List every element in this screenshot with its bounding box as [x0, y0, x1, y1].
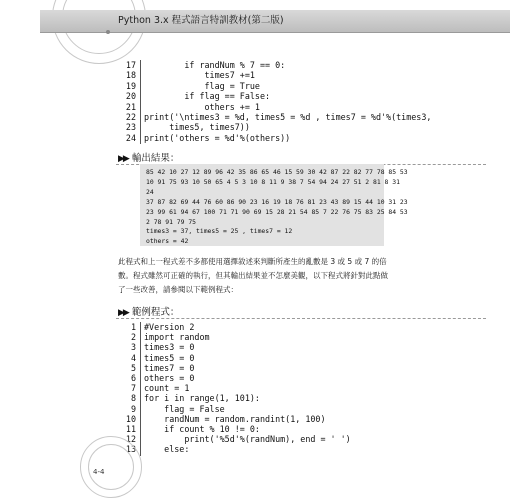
line-number: 12: [125, 434, 136, 445]
output-line: 37 87 82 69 44 76 60 86 90 23 16 19 18 76 81 23 43 89 15 44 10 31 23: [146, 197, 408, 206]
line-number: 22: [125, 112, 136, 122]
line-number: 23: [125, 122, 136, 133]
code-line: for i in range(1, 101):: [144, 393, 260, 404]
code-listing-continued: [120, 60, 480, 144]
paragraph-line: 了一些改善，請參閱以下範例程式：: [118, 285, 238, 294]
line-number: 17: [125, 60, 136, 70]
line-number: 11: [125, 424, 136, 434]
code-line: times7 = 0: [144, 362, 195, 373]
output-section-heading: [118, 150, 179, 164]
line-number: 13: [125, 444, 136, 455]
line-number: 8: [130, 393, 136, 404]
code-line: if flag == False:: [144, 91, 271, 102]
code-line: times5, times7)): [144, 122, 250, 133]
decorative-ring: [88, 444, 134, 490]
line-number: 19: [125, 80, 136, 91]
code-line: flag = False: [144, 403, 225, 414]
code-line: flag = True: [144, 80, 260, 91]
line-number: 24: [125, 132, 136, 143]
code-line: others = 0: [144, 373, 195, 383]
paragraph-line: 數。程式雖然可正確的執行，但其輸出結果並不怎麼美觀，以下程式將針對此點做: [118, 271, 388, 280]
code-line: else:: [144, 444, 190, 455]
output-section-title: 輸出結果：: [131, 153, 180, 164]
code-line: others += 1: [144, 101, 260, 112]
line-number: 3: [130, 342, 136, 353]
line-number: 2: [130, 332, 136, 343]
header-title: Python 3.x 程式語言特訓教材(第二版): [118, 15, 284, 26]
line-number: 4: [130, 352, 136, 363]
code-listing-version2: [120, 322, 480, 456]
output-line: 2 78 91 79 75: [146, 217, 197, 226]
section-divider: [116, 318, 486, 319]
example-section-heading: [118, 304, 179, 318]
code-line: print('\ntimes3 = %d, times5 = %d , times7 = %d'%(times3,: [144, 112, 432, 122]
code-line: #Version 2: [144, 322, 195, 332]
code-line: randNum = random.randint(1, 100): [144, 413, 326, 424]
code-line: times7 +=1: [144, 70, 255, 81]
example-section-title: 範例程式：: [131, 307, 180, 318]
line-number: 18: [125, 70, 136, 81]
code-line: print('others = %d'%(others)): [144, 132, 291, 143]
output-line: 85 42 10 27 12 89 96 42 35 86 65 46 15 59 30 42 87 22 82 77 78 85 53: [146, 168, 408, 176]
page-header: [0, 0, 520, 46]
line-number: 1: [130, 322, 136, 332]
double-arrow-icon: ▶▶: [118, 308, 128, 318]
output-line: times3 = 37, times5 = 25 , times7 = 12: [146, 227, 293, 236]
code-line: count = 1: [144, 383, 190, 394]
line-number: 7: [130, 383, 136, 394]
line-number: 10: [125, 413, 136, 424]
paragraph-line: 此程式和上一程式差不多都使用選擇敘述來判斷所產生的亂數是 3 或 5 或 7 的倍: [118, 257, 387, 266]
code-line: import random: [144, 332, 210, 343]
header-bullet-icon: [106, 30, 110, 34]
line-number: 9: [130, 403, 136, 414]
output-line: 24: [146, 187, 154, 196]
code-line: print('%5d'%(randNum), end = ' '): [144, 434, 351, 445]
line-number: 6: [130, 373, 136, 383]
code-line: if count % 10 != 0:: [144, 424, 260, 434]
double-arrow-icon: ▶▶: [118, 154, 128, 164]
line-number: 21: [125, 101, 136, 112]
code-line: times3 = 0: [144, 342, 195, 353]
output-line: 23 99 61 94 67 100 71 71 90 69 15 28 21 54 85 7 22 76 75 83 25 84 53: [146, 207, 408, 216]
output-line: 10 91 75 93 10 50 65 4 5 3 10 8 11 9 38 7 54 94 24 27 51 2 81 8 31: [146, 177, 400, 186]
line-number: 20: [125, 91, 136, 102]
line-number: 5: [130, 362, 136, 373]
output-line: others = 42: [146, 237, 189, 246]
page-number: 4-4: [93, 468, 105, 476]
code-line: times5 = 0: [144, 352, 195, 363]
code-line: if randNum % 7 == 0:: [144, 60, 286, 70]
